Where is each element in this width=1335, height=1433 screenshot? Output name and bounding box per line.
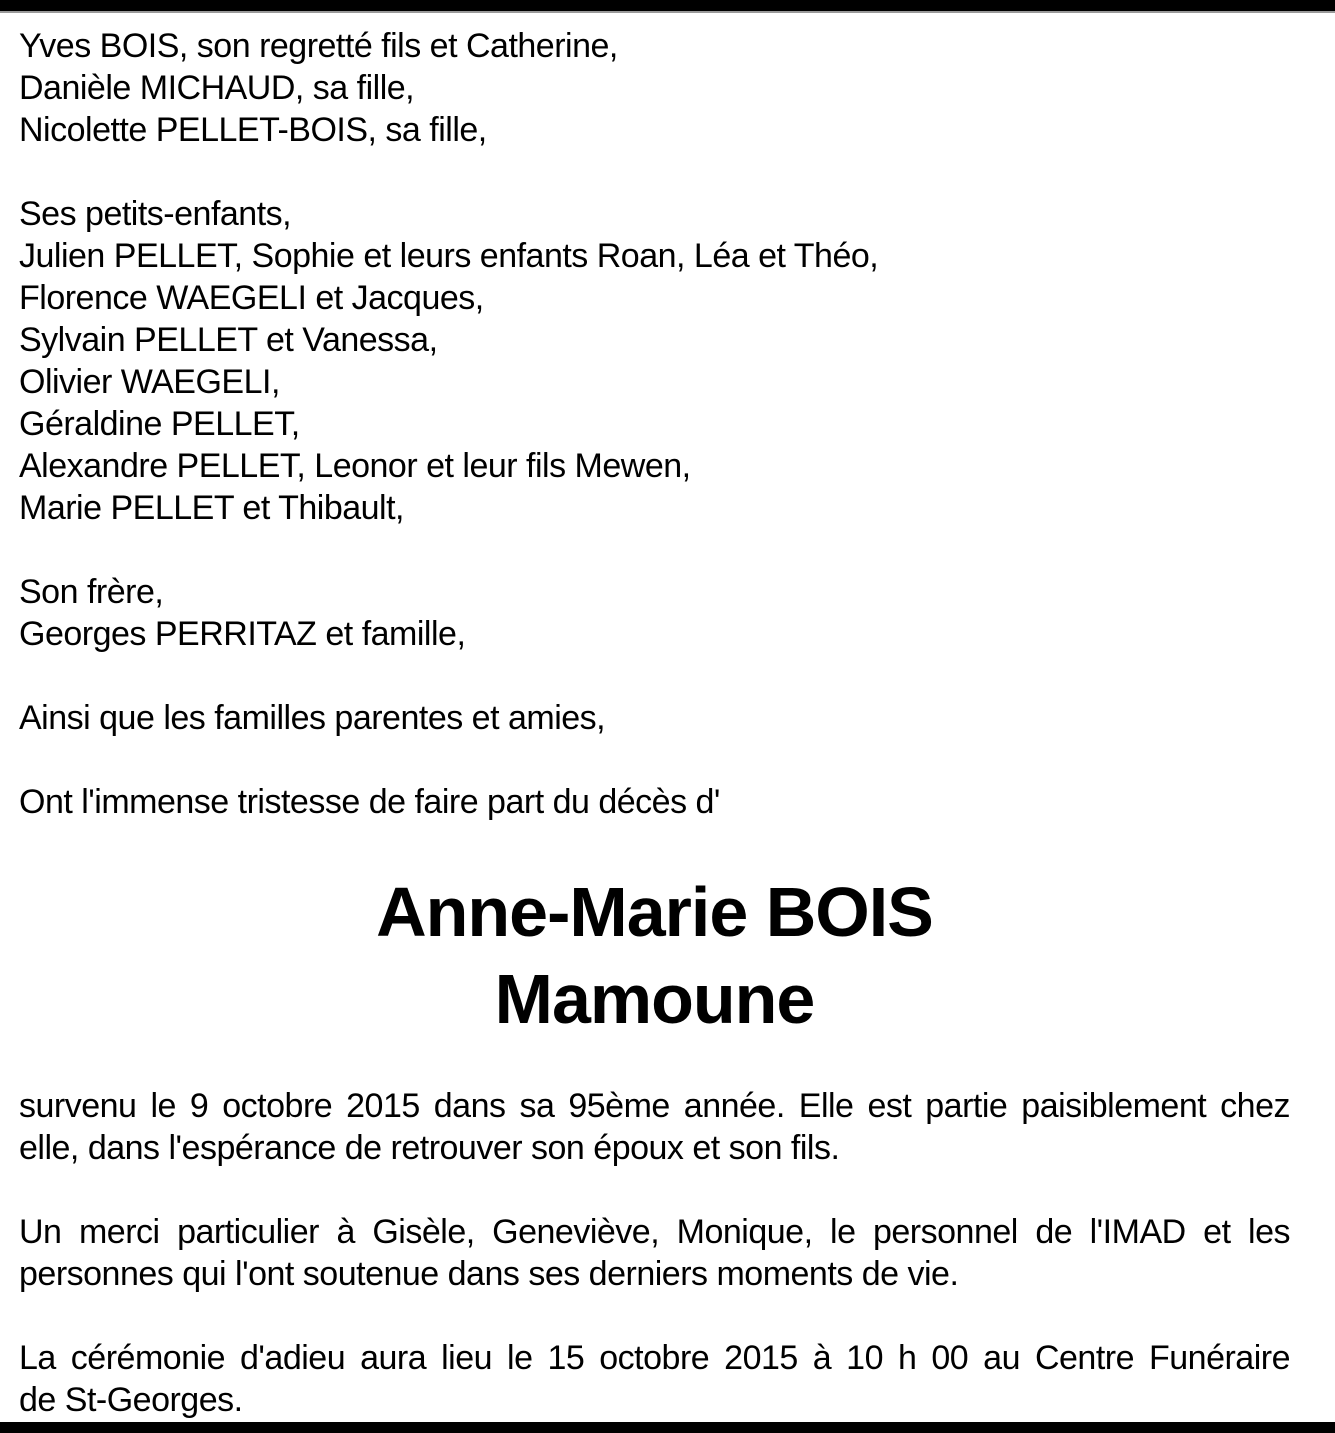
announcement-line: Ont l'immense tristesse de faire part du décès d' [19, 783, 720, 821]
death-details-line: survenu le 9 octobre 2015 dans sa 95ème année. Elle est partie paisiblement chez [19, 1087, 1290, 1125]
announcement-block [19, 781, 1290, 823]
children-block [19, 25, 1290, 151]
family-line: Marie PELLET et Thibault, [19, 489, 405, 527]
ceremony-line: La cérémonie d'adieu aura lieu le 15 octobre 2015 à 10 h 00 au Centre Funéraire [19, 1339, 1290, 1377]
thanks-line: Un merci particulier à Gisèle, Geneviève, Monique, le personnel de l'IMAD et les [19, 1213, 1290, 1251]
family-line: Julien PELLET, Sophie et leurs enfants Roan, Léa et Théo, [19, 237, 879, 275]
family-line: Alexandre PELLET, Leonor et leur fils Mewen, [19, 447, 691, 485]
family-line: Yves BOIS, son regretté fils et Catherine, [19, 27, 618, 65]
family-line: Olivier WAEGELI, [19, 363, 280, 401]
grandchildren-block [19, 193, 1290, 529]
family-line: Géraldine PELLET, [19, 405, 300, 443]
families-block [19, 697, 1290, 739]
families-line: Ainsi que les familles parentes et amies, [19, 699, 606, 737]
family-line: Danièle MICHAUD, sa fille, [19, 69, 415, 107]
bottom-border-bar [0, 1422, 1335, 1433]
brother-header: Son frère, [19, 573, 164, 611]
family-line: Nicolette PELLET-BOIS, sa fille, [19, 111, 487, 149]
death-details-line: elle, dans l'espérance de retrouver son époux et son fils. [19, 1129, 840, 1167]
family-line: Florence WAEGELI et Jacques, [19, 279, 484, 317]
ceremony-line: de St-Georges. [19, 1381, 243, 1419]
thanks-line: personnes qui l'ont soutenue dans ses derniers moments de vie. [19, 1255, 959, 1293]
family-line: Georges PERRITAZ et famille, [19, 615, 466, 653]
deceased-name-block [19, 869, 1290, 1043]
grandchildren-header: Ses petits-enfants, [19, 195, 292, 233]
deceased-name: Anne-Marie BOIS [376, 873, 933, 951]
deceased-nickname: Mamoune [494, 960, 815, 1038]
death-details-paragraph [19, 1085, 1290, 1169]
thanks-paragraph [19, 1211, 1290, 1295]
brother-block [19, 571, 1290, 655]
top-border-bar [0, 0, 1335, 13]
family-line: Sylvain PELLET et Vanessa, [19, 321, 438, 359]
notice-content [0, 13, 1335, 1421]
ceremony-paragraph [19, 1337, 1290, 1421]
